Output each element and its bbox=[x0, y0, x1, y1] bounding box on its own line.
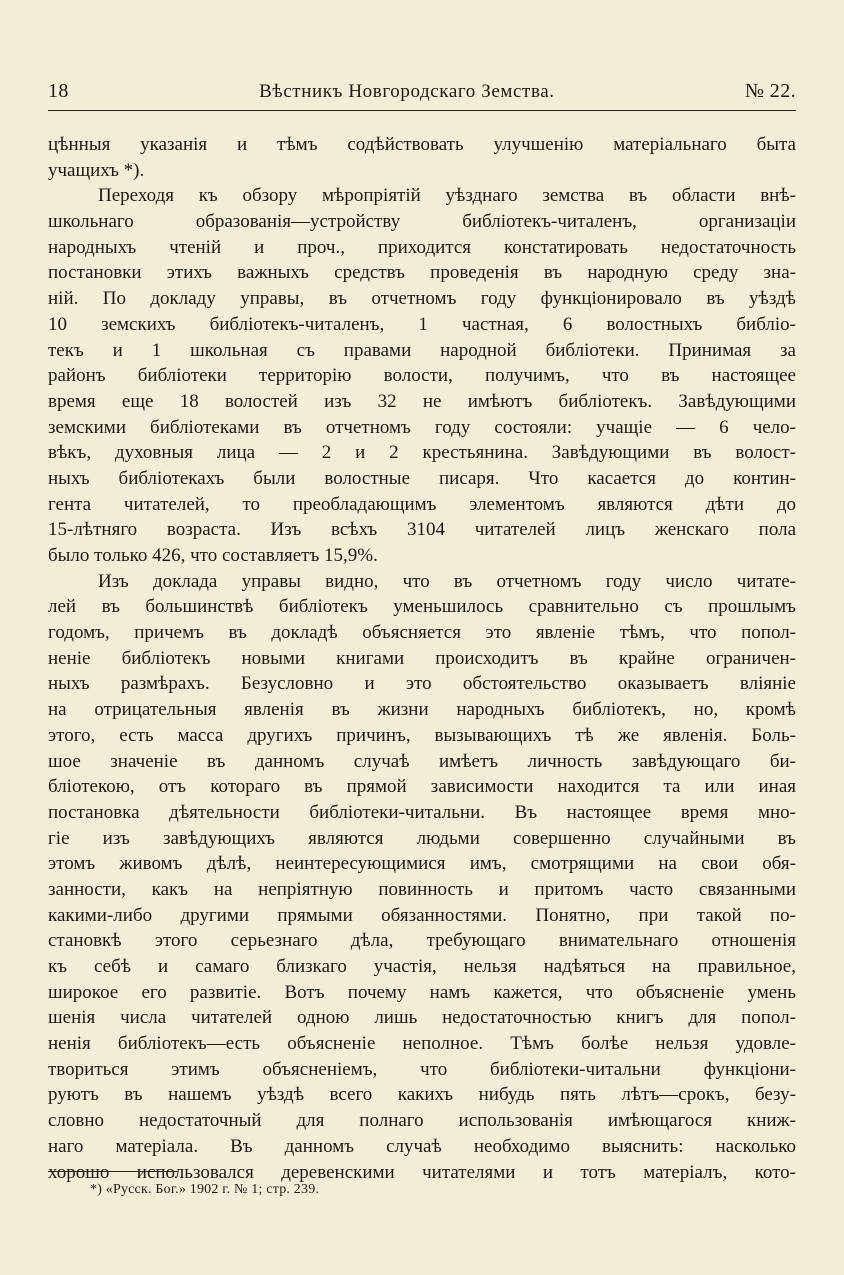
text-line: Изъ доклада управы видно, что въ отчетномъ году число читате- bbox=[98, 570, 796, 592]
text-line: этого, есть масса другихъ причинъ, вызывающихъ тѣ же явленія. Боль- bbox=[48, 724, 796, 746]
text-line: бліотекою, отъ котораго въ прямой зависимости находится та или иная bbox=[48, 776, 796, 798]
text-line: ненія библіотекъ—есть объясненіе неполное. Тѣмъ болѣе нельзя удовле- bbox=[48, 1033, 796, 1055]
text-line: 15-лѣтняго возраста. Изъ всѣхъ 3104 читателей лицъ женскаго пола bbox=[48, 519, 796, 541]
text-line: ныхъ размѣрахъ. Безусловно и это обстоятельство оказываетъ вліяніе bbox=[48, 673, 796, 695]
text-line: районъ библіотеки территорію волости, получимъ, что въ настоящее bbox=[48, 365, 796, 387]
text-line: ныхъ библіотекахъ были волостные писаря. Что касается до контин- bbox=[48, 467, 796, 489]
text-line: гіе изъ завѣдующихъ являются людьми совершенно случайными въ bbox=[48, 827, 796, 849]
text-line: гента читателей, то преобладающимъ элементомъ являются дѣти до bbox=[48, 493, 796, 515]
text-line: учащихъ *). bbox=[48, 159, 145, 181]
header-rule bbox=[48, 110, 796, 111]
page-header bbox=[48, 80, 796, 110]
text-line: было только 426, что составляетъ 15,9%. bbox=[48, 545, 378, 566]
text-line: время еще 18 волостей изъ 32 не имѣютъ библіотекъ. Завѣдующими bbox=[48, 390, 796, 412]
text-line: твориться этимъ объясненіемъ, что библіотеки-читальни функціони- bbox=[48, 1058, 796, 1080]
text-line: лей въ большинствѣ библіотекъ уменьшилось сравнительно съ прошлымъ bbox=[48, 596, 796, 618]
footnote-rule bbox=[48, 1171, 178, 1172]
text-line: этомъ живомъ дѣлѣ, неинтересующимися имъ, смотрящими на свои обя- bbox=[48, 853, 796, 875]
text-line: текъ и 1 школьная съ правами народной библіотеки. Принимая за bbox=[48, 339, 796, 361]
text-line: 10 земскихъ библіотекъ-читаленъ, 1 частная, 6 волостныхъ библіо- bbox=[48, 313, 796, 335]
text-line: на отрицательныя явленія въ жизни народныхъ библіотекъ, но, кромѣ bbox=[48, 699, 796, 721]
text-line: цѣнныя указанія и тѣмъ содѣйствовать улучшенію матеріальнаго быта bbox=[48, 134, 796, 155]
text-line: годомъ, причемъ въ докладѣ объясняется это явленіе тѣмъ, что попол- bbox=[48, 622, 796, 644]
text-line: земскими библіотеками въ отчетномъ году состояли: учащіе — 6 чело- bbox=[48, 416, 796, 438]
text-line: шое значеніе въ данномъ случаѣ имѣетъ личность завѣдующаго би- bbox=[48, 750, 796, 772]
text-line: школьнаго образованія—устройству библіотекъ-читаленъ, организаціи bbox=[48, 211, 796, 233]
text-line: широкое его развитіе. Вотъ почему намъ кажется, что объясненіе умень bbox=[48, 981, 796, 1003]
text-line: становкѣ этого серьезнаго дѣла, требующаго внимательнаго отношенія bbox=[48, 930, 796, 952]
body-text bbox=[48, 132, 796, 1185]
text-line: народныхъ чтеній и проч., приходится констатировать недостаточность bbox=[48, 236, 796, 258]
issue-number: № 22. bbox=[744, 80, 796, 102]
text-line: Переходя къ обзору мѣропріятій уѣзднаго земства въ области внѣ- bbox=[98, 185, 796, 207]
text-line: хорошо использовался деревенскими читателями и тотъ матеріалъ, кото- bbox=[48, 1161, 796, 1183]
journal-title: Вѣстникъ Новгородскаго Земства. bbox=[259, 81, 555, 102]
text-line: какими-либо другими прямыми обязанностями. Понятно, при такой по- bbox=[48, 904, 796, 926]
text-line: наго матеріала. Въ данномъ случаѣ необходимо выяснить: насколько bbox=[48, 1135, 796, 1157]
text-line: занности, какъ на непріятную повинность и притомъ часто связанными bbox=[48, 878, 796, 900]
text-line: къ себѣ и самаго близкаго участія, нельзя надѣяться на правильное, bbox=[48, 956, 796, 977]
text-line: шенія числа читателей одною лишь недостаточностью книгъ для попол- bbox=[48, 1007, 796, 1029]
text-line: словно недостаточный для полнаго использованія имѣющагося книж- bbox=[48, 1110, 796, 1132]
footnote: *) «Русск. Бог.» 1902 г. № 1; стр. 239. bbox=[90, 1182, 320, 1197]
page-number: 18 bbox=[48, 80, 69, 102]
text-line: постановки этихъ важныхъ средствъ проведенія въ народную среду зна- bbox=[48, 262, 796, 284]
text-line: вѣкъ, духовныя лица — 2 и 2 крестьянина. Завѣдующими въ волост- bbox=[48, 442, 796, 464]
text-line: ній. По докладу управы, въ отчетномъ году функціонировало въ уѣздѣ bbox=[48, 288, 796, 310]
text-line: постановка дѣятельности библіотеки-читальни. Въ настоящее время мно- bbox=[48, 801, 796, 823]
text-line: руютъ въ нашемъ уѣздѣ всего какихъ нибудь пять лѣтъ—срокъ, безу- bbox=[48, 1084, 796, 1106]
text-line: неніе библіотекъ новыми книгами происходитъ въ крайне ограничен- bbox=[48, 647, 796, 669]
